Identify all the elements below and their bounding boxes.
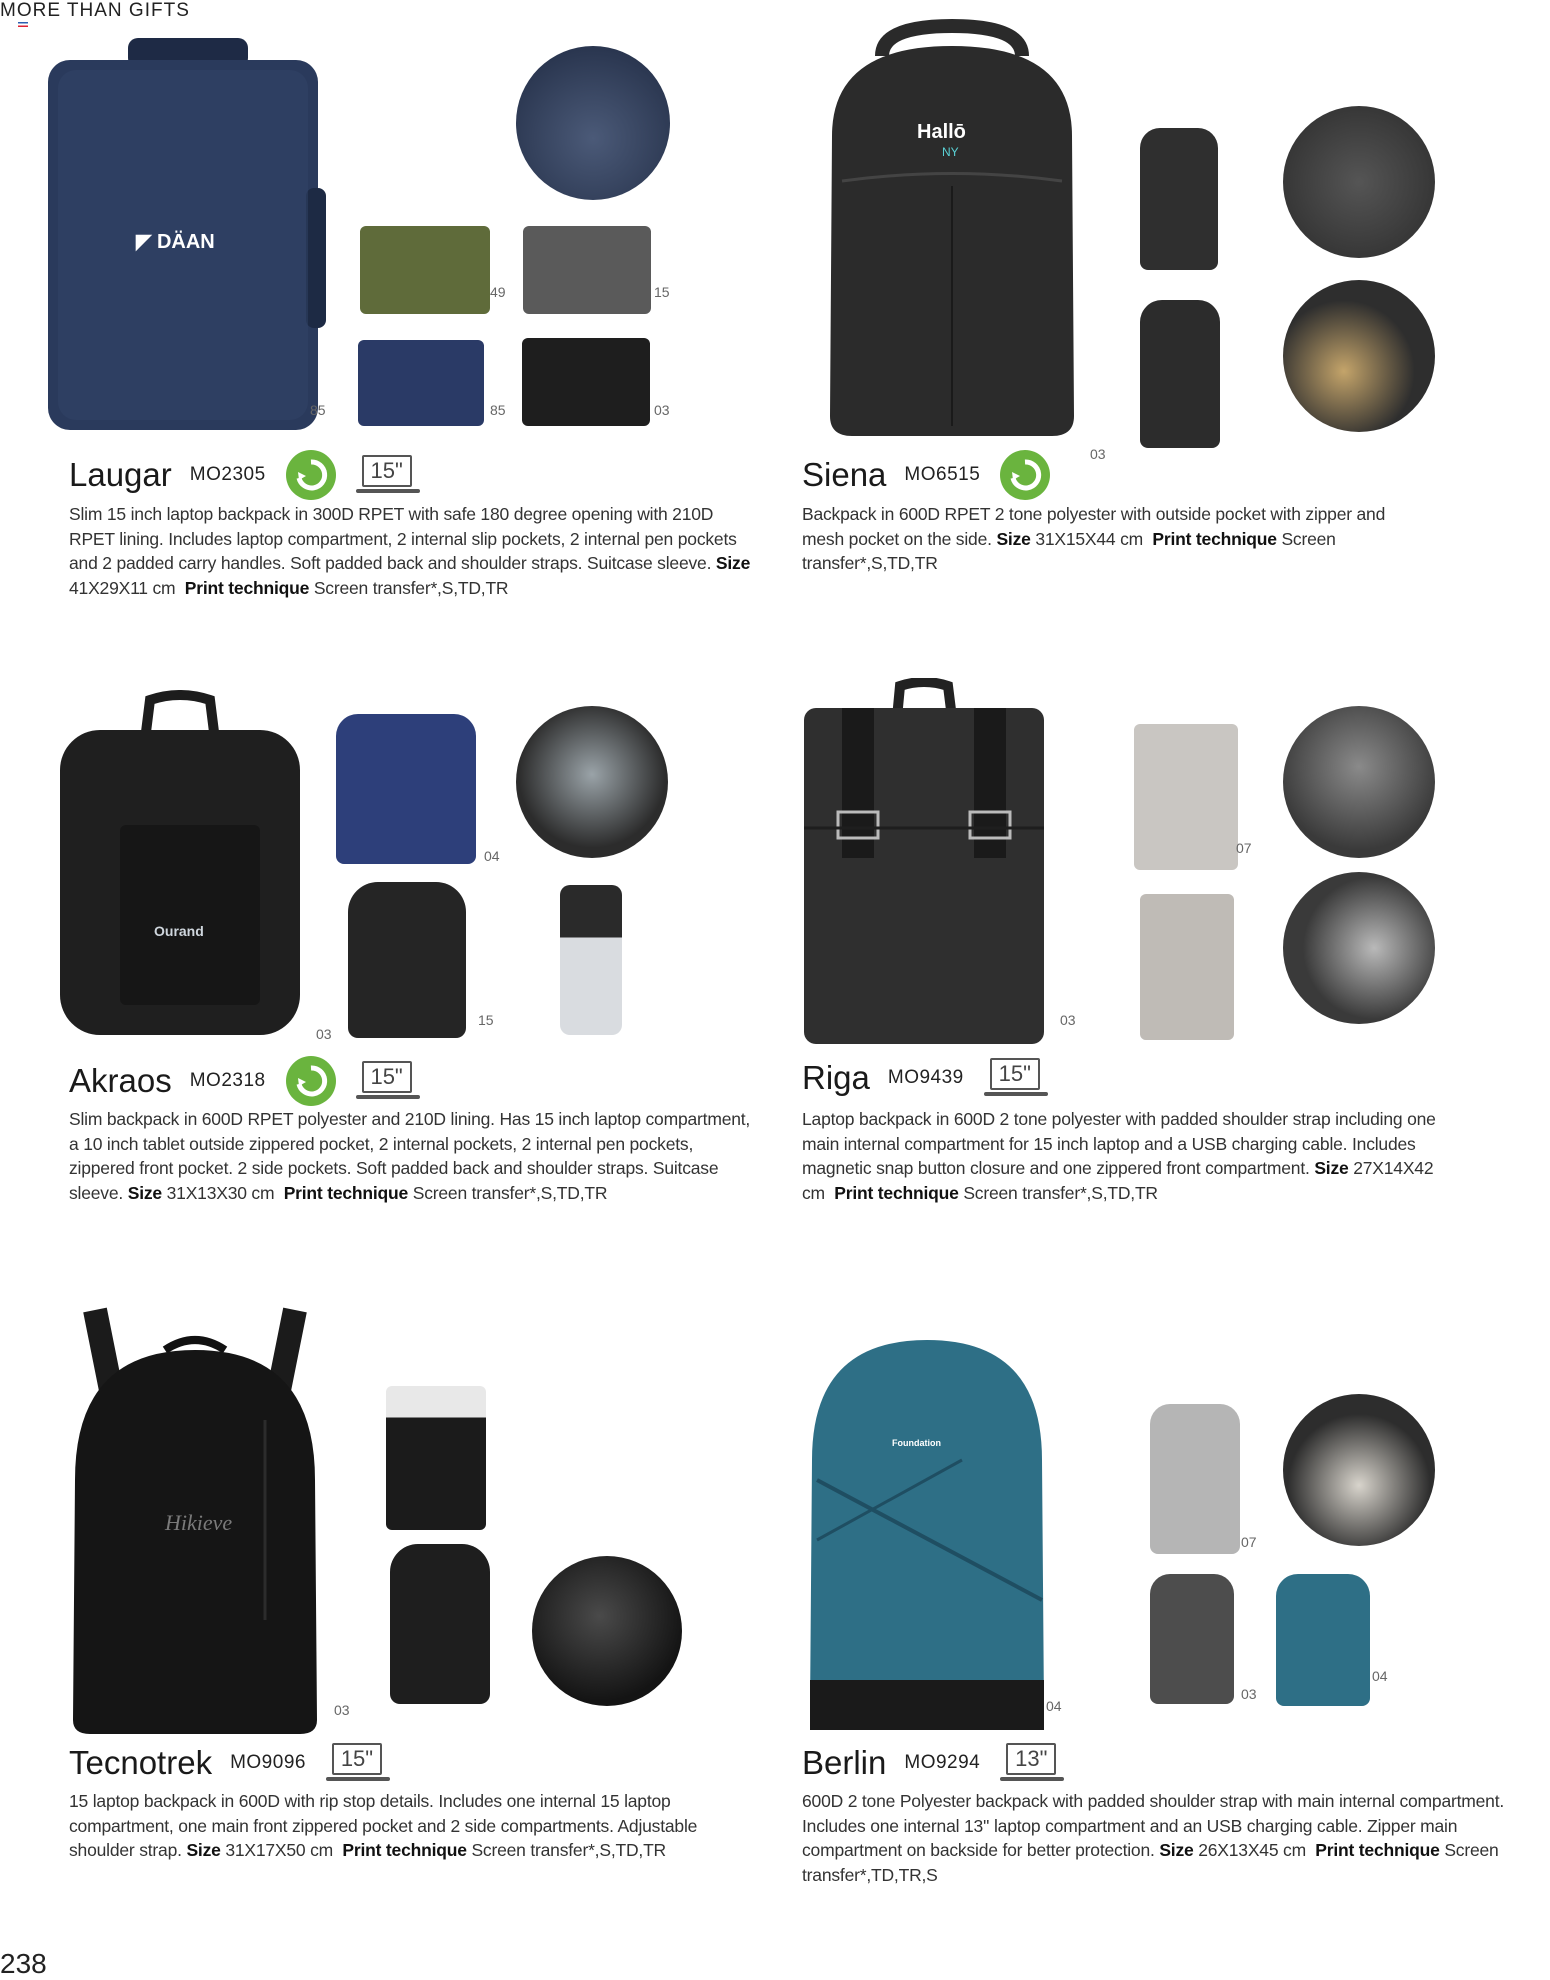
siena-logo-sub: NY xyxy=(942,145,959,159)
tecnotrek-main-image xyxy=(55,1300,335,1735)
laptop-size-icon: 15" xyxy=(356,1061,420,1101)
product-name: Siena xyxy=(802,456,887,493)
berlin-thumb-dark xyxy=(1150,1574,1234,1704)
riga-detail-circle xyxy=(1283,706,1435,858)
akraos-thumb-blue xyxy=(336,714,476,864)
product-name: Laugar xyxy=(69,456,172,493)
laptop-size-icon: 13" xyxy=(1000,1743,1064,1783)
akraos-logo: Ourand xyxy=(154,923,204,939)
color-code: 07 xyxy=(1241,1534,1257,1550)
color-code: 85 xyxy=(310,402,326,418)
siena-detail-circle xyxy=(1283,280,1435,432)
color-code: 03 xyxy=(316,1026,332,1042)
recycle-icon xyxy=(1000,450,1050,500)
product-description: 600D 2 tone Polyester backpack with padded shoulder strap with main internal compartment. Includes one internal 13'' laptop compartment and an USB charging cable. Zipper main compartment on backside for better protection. Size 26X13X45 cm Print technique Screen transfer*,TD,TR,S xyxy=(802,1791,1505,1885)
berlin-detail-circle xyxy=(1283,1394,1435,1546)
siena-logo: Hallō xyxy=(917,121,966,143)
siena-thumb-front xyxy=(1140,128,1218,270)
product-code: MO6515 xyxy=(904,464,981,485)
color-code: 07 xyxy=(1236,840,1252,856)
product-description: Laptop backpack in 600D 2 tone polyester with padded shoulder strap including one main internal compartment for 15 inch laptop and a USB charging cable. Includes magnetic snap button closure and one zippered front compartment. Size 27X14X42 cm Print technique Screen transfer*,S,TD,TR xyxy=(802,1109,1436,1203)
laptop-size-icon: 15" xyxy=(984,1058,1048,1098)
siena-thumb-back xyxy=(1140,300,1220,448)
product-code: MO2305 xyxy=(189,464,266,485)
color-code: 04 xyxy=(1046,1698,1062,1714)
akraos-thumb-suitcase xyxy=(560,885,622,1035)
page-number: 238 xyxy=(0,1948,47,1979)
brand-header: MORE THAN GIFTS xyxy=(0,0,190,21)
color-code: 03 xyxy=(334,1702,350,1718)
siena-detail-circle xyxy=(1283,106,1435,258)
product-code: MO9294 xyxy=(904,1752,981,1773)
laugar-thumb-green xyxy=(360,226,490,314)
color-code: 04 xyxy=(484,848,500,864)
tecnotrek-logo: Hikieve xyxy=(165,1510,233,1535)
color-code: 03 xyxy=(654,402,670,418)
akraos-detail-circle xyxy=(516,706,668,858)
product-description: Backpack in 600D RPET 2 tone polyester with outside pocket with zipper and mesh pocket on the side. Size 31X15X44 cm Print technique Screen transfer*,S,TD,TR xyxy=(802,504,1386,573)
tecnotrek-thumb-back xyxy=(390,1544,490,1704)
product-description: Slim backpack in 600D RPET polyester and 210D lining. Has 15 inch laptop compartment, a 10 inch tablet outside zippered pocket, 2 internal pockets, 2 internal pen pockets, zippered front pocket. 2 side pockets. Soft padded back and shoulder straps. Suitcase sleeve. Size 31X13X30 cm Print technique Screen transfer*,S,TD,TR xyxy=(69,1109,751,1203)
tecnotrek-thumb-open xyxy=(386,1386,486,1530)
color-code: 49 xyxy=(490,284,506,300)
product-name: Tecnotrek xyxy=(69,1744,213,1781)
laugar-detail-circle xyxy=(516,46,670,200)
laugar-main-image xyxy=(48,38,328,433)
product-code: MO2318 xyxy=(189,1070,266,1091)
laptop-size-icon: 15" xyxy=(326,1743,390,1783)
berlin-main-image xyxy=(792,1340,1062,1730)
color-code: 15 xyxy=(654,284,670,300)
tecnotrek-detail-circle xyxy=(532,1556,682,1706)
berlin-thumb-grey xyxy=(1150,1404,1240,1554)
product-name: Akraos xyxy=(69,1062,172,1099)
product-description: 15 laptop backpack in 600D with rip stop details. Includes one internal 15 laptop compartment, one main front zippered pocket and 2 side compartments. Adjustable shoulder strap. Size 31X17X50 cm Print technique Screen transfer*,S,TD,TR xyxy=(69,1791,698,1860)
riga-thumb-open xyxy=(1140,894,1234,1040)
recycle-icon xyxy=(286,450,336,500)
color-code: 03 xyxy=(1060,1012,1076,1028)
siena-main-image xyxy=(812,16,1092,436)
color-code: 15 xyxy=(478,1012,494,1028)
akraos-thumb-black xyxy=(348,882,466,1038)
berlin-logo: Foundation xyxy=(892,1438,941,1448)
color-code: 04 xyxy=(1372,1668,1388,1684)
product-name: Berlin xyxy=(802,1744,887,1781)
berlin-thumb-blue xyxy=(1276,1574,1370,1706)
product-code: MO9096 xyxy=(230,1752,306,1773)
product-description: Slim 15 inch laptop backpack in 300D RPET with safe 180 degree opening with 210D RPET lining. Includes laptop compartment, 2 internal slip pockets, 2 internal pen pockets and 2 padded carry handles. Soft padded back and shoulder straps. Suitcase sleeve. Size 41X29X11 cm Print technique Screen transfer*,S,TD,TR xyxy=(69,504,751,598)
laugar-thumb-black xyxy=(522,338,650,426)
color-code: 03 xyxy=(1241,1686,1257,1702)
flag-icon xyxy=(18,22,28,27)
riga-thumb-back xyxy=(1134,724,1238,870)
riga-main-image xyxy=(802,678,1047,1048)
laugar-thumb-navy xyxy=(358,340,484,426)
product-name: Riga xyxy=(802,1059,870,1096)
product-code: MO9439 xyxy=(887,1067,964,1088)
color-code: 85 xyxy=(490,402,506,418)
color-code: 03 xyxy=(1090,446,1106,462)
riga-detail-circle xyxy=(1283,872,1435,1024)
akraos-main-image xyxy=(50,690,310,1040)
laugar-thumb-grey xyxy=(523,226,651,314)
laptop-size-icon: 15" xyxy=(356,455,420,495)
laugar-logo: ◤ DÄAN xyxy=(136,231,215,253)
recycle-icon xyxy=(286,1056,336,1106)
